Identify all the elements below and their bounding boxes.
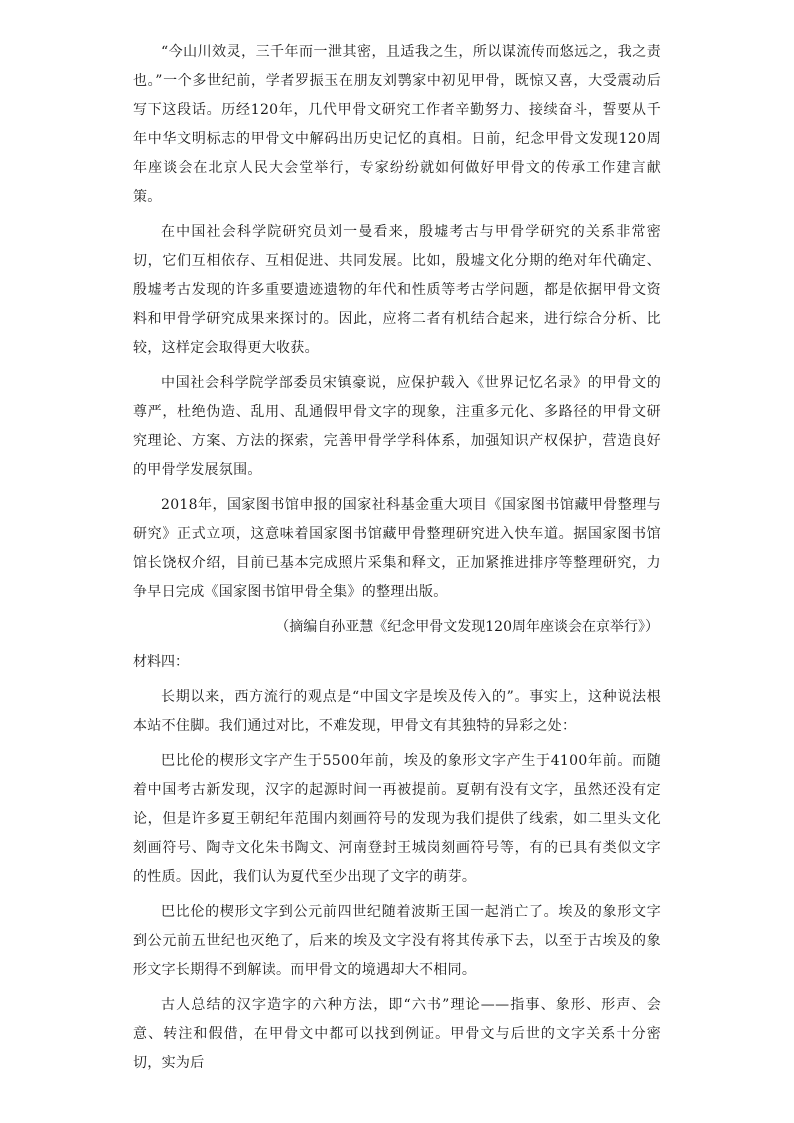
paragraph-national-library: 2018年，国家图书馆申报的国家社科基金重大项目《国家图书馆藏甲骨整理与研究》正式立项，这意味着国家图书馆藏甲骨整理研究进入快车道。据国家图书馆馆长饶权介绍，目前已基本完成照片采集和释文，正加紧推进排序等整理研究，力争早日完成《国家图书馆甲骨全集》的整理出版。 bbox=[133, 497, 661, 600]
paragraph-liu-yiman: 在中国社会科学院研究员刘一曼看来，殷墟考古与甲骨学研究的关系非常密切，它们互相依存、互相促进、共同发展。比如，殷墟文化分期的绝对年代确定、殷墟考古发现的许多重要遗迹遗物的年代和性质等考古学问题，都是依据甲骨文资料和甲骨学研究成果来探讨的。因此，应将二者有机结合起来，进行综合分析、比较，这样定会取得更大收获。 bbox=[133, 224, 661, 356]
paragraph-western-view: 长期以来，西方流行的观点是“中国文字是埃及传入的”。事实上，这种说法根本站不住脚。我们通过对比，不难发现，甲骨文有其独特的异彩之处： bbox=[133, 689, 661, 734]
paragraph-song-zhenhao: 中国社会科学院学部委员宋镇豪说，应保护载入《世界记忆名录》的甲骨文的尊严，杜绝伪造、乱用、乱通假甲骨文字的现象，注重多元化、多路径的甲骨文研究理论、方案、方法的探索，完善甲骨学学科体系，加强知识产权保护，营造良好的甲骨学发展氛围。 bbox=[133, 375, 661, 478]
paragraph-origins: 巴比伦的楔形文字产生于5500年前，埃及的象形文字产生于4100年前。而随着中国考古新发现，汉字的起源时间一再被提前。夏朝有没有文字，虽然还没有定论，但是许多夏王朝纪年范围内刻画符号的发现为我们提供了线索，如二里头文化刻画符号、陶寺文化朱书陶文、河南登封王城岗刻画符号等，有的已具有类似文字的性质。因此，我们认为夏代至少出现了文字的萌芽。 bbox=[133, 753, 661, 885]
paragraph-liushu: 古人总结的汉字造字的六种方法，即“六书”理论——指事、象形、形声、会意、转注和假借，在甲骨文中都可以找到例证。甲骨文与后世的文字关系十分密切，实为后 bbox=[133, 997, 661, 1071]
paragraph-luo-zhenyu: “今山川效灵，三千年而一泄其密，且适我之生，所以谋流传而悠远之，我之责也。”一个多世纪前，学者罗振玉在朋友刘鹗家中初见甲骨，既惊又喜，大受震动后写下这段话。历经120年，几代甲骨文研究工作者辛勤努力、接续奋斗，誓要从千年中华文明标志的甲骨文中解码出历史记忆的真相。日前，纪念甲骨文发现120周年座谈会在北京人民大会堂举行，专家纷纷就如何做好甲骨文的传承工作建言献策。 bbox=[133, 44, 661, 205]
section-heading: 材料四： bbox=[133, 654, 189, 670]
paragraph-extinction: 巴比伦的楔形文字到公元前四世纪随着波斯王国一起消亡了。埃及的象形文字到公元前五世纪也灭绝了，后来的埃及文字没有将其传承下去，以至于古埃及的象形文字长期得不到解读。而甲骨文的境遇却大不相同。 bbox=[133, 904, 661, 978]
document-body bbox=[133, 38, 661, 1084]
source-note: （摘编自孙亚慧《纪念甲骨文发现120周年座谈会在京举行》） bbox=[275, 619, 659, 635]
